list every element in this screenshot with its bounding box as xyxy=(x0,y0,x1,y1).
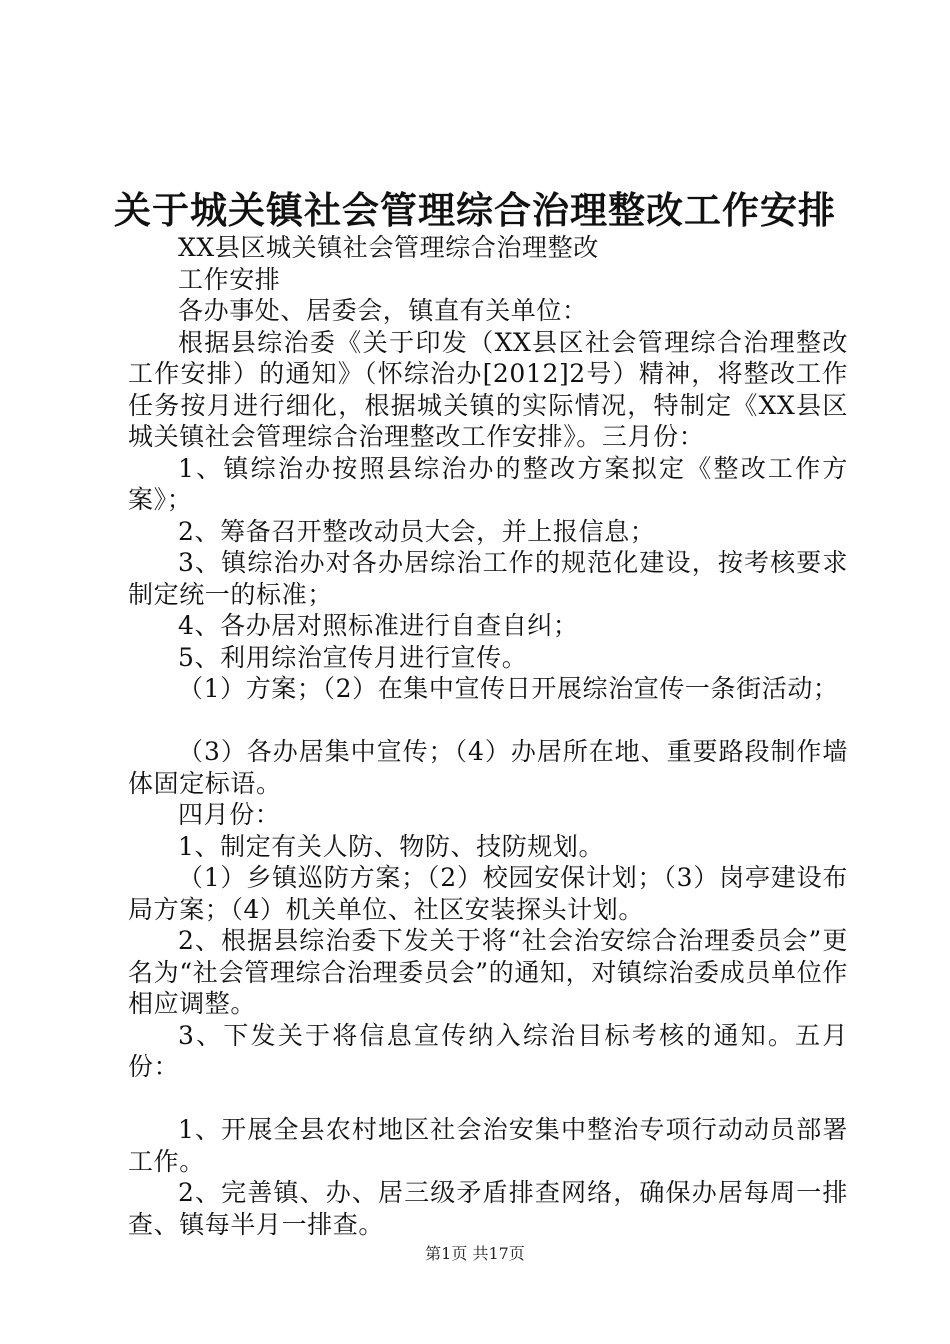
paragraph-march-subitems-2: （3）各办居集中宣传；（4）办居所在地、重要路段制作墙体固定标语。 xyxy=(128,737,848,798)
document-body xyxy=(128,232,848,1240)
paragraph-march-subitems-1: （1）方案；（2）在集中宣传日开展综治宣传一条街活动； xyxy=(178,674,839,703)
paragraph-march-item-4: 4、各办居对照标准进行自查自纠； xyxy=(178,611,579,640)
paragraph-march-item-1: 1、镇综治办按照县综治办的整改方案拟定《整改工作方案》； xyxy=(128,453,848,514)
paragraph-heading-line-1: XX县区城关镇社会管理综合治理整改 xyxy=(178,233,599,262)
blank-line xyxy=(128,1083,848,1115)
paragraph-april-item-2: 2、根据县综治委下发关于将“社会治安综合治理委员会”更名为“社会管理综合治理委员会”的通知，对镇综治委成员单位作相应调整。 xyxy=(128,926,848,1018)
paragraph-may-item-2: 2、完善镇、办、居三级矛盾排查网络，确保办居每周一排查、镇每半月一排查。 xyxy=(128,1178,848,1239)
paragraph-april-item-1: 1、制定有关人防、物防、技防规划。 xyxy=(178,831,605,861)
paragraph-heading-line-2: 工作安排 xyxy=(178,264,281,294)
paragraph-march-item-5: 5、利用综治宣传月进行宣传。 xyxy=(178,642,528,672)
paragraph-april-subitems: （1）乡镇巡防方案；（2）校园安保计划；（3）岗亭建设布局方案；（4）机关单位、社区安装探头计划。 xyxy=(128,863,848,924)
blank-line xyxy=(128,705,848,737)
paragraph-march-item-2: 2、筹备召开整改动员大会，并上报信息； xyxy=(178,516,656,546)
paragraph-april-item-3: 3、下发关于将信息宣传纳入综治目标考核的通知。五月份： xyxy=(128,1020,848,1081)
paragraph-salutation: 各办事处、居委会，镇直有关单位： xyxy=(178,296,588,325)
paragraph-may-item-1: 1、开展全县农村地区社会治安集中整治专项行动动员部署工作。 xyxy=(128,1115,848,1176)
paragraph-march-item-3: 3、镇综治办对各办居综治工作的规范化建设，按考核要求制定统一的标准； xyxy=(128,548,848,609)
paragraph-april-heading: 四月份： xyxy=(178,800,281,829)
paragraph-intro: 根据县综治委《关于印发（XX县区社会管理综合治理整改工作安排）的通知》（怀综治办[2012]2号）精神，将整改工作任务按月进行细化，根据城关镇的实际情况，特制定《XX县区城关镇社会管理综合治理整改工作安排》。三月份： xyxy=(128,327,848,451)
page-number: 第1页 共17页 xyxy=(425,1244,525,1263)
document-title: 关于城关镇社会管理综合治理整改工作安排 xyxy=(114,188,836,232)
